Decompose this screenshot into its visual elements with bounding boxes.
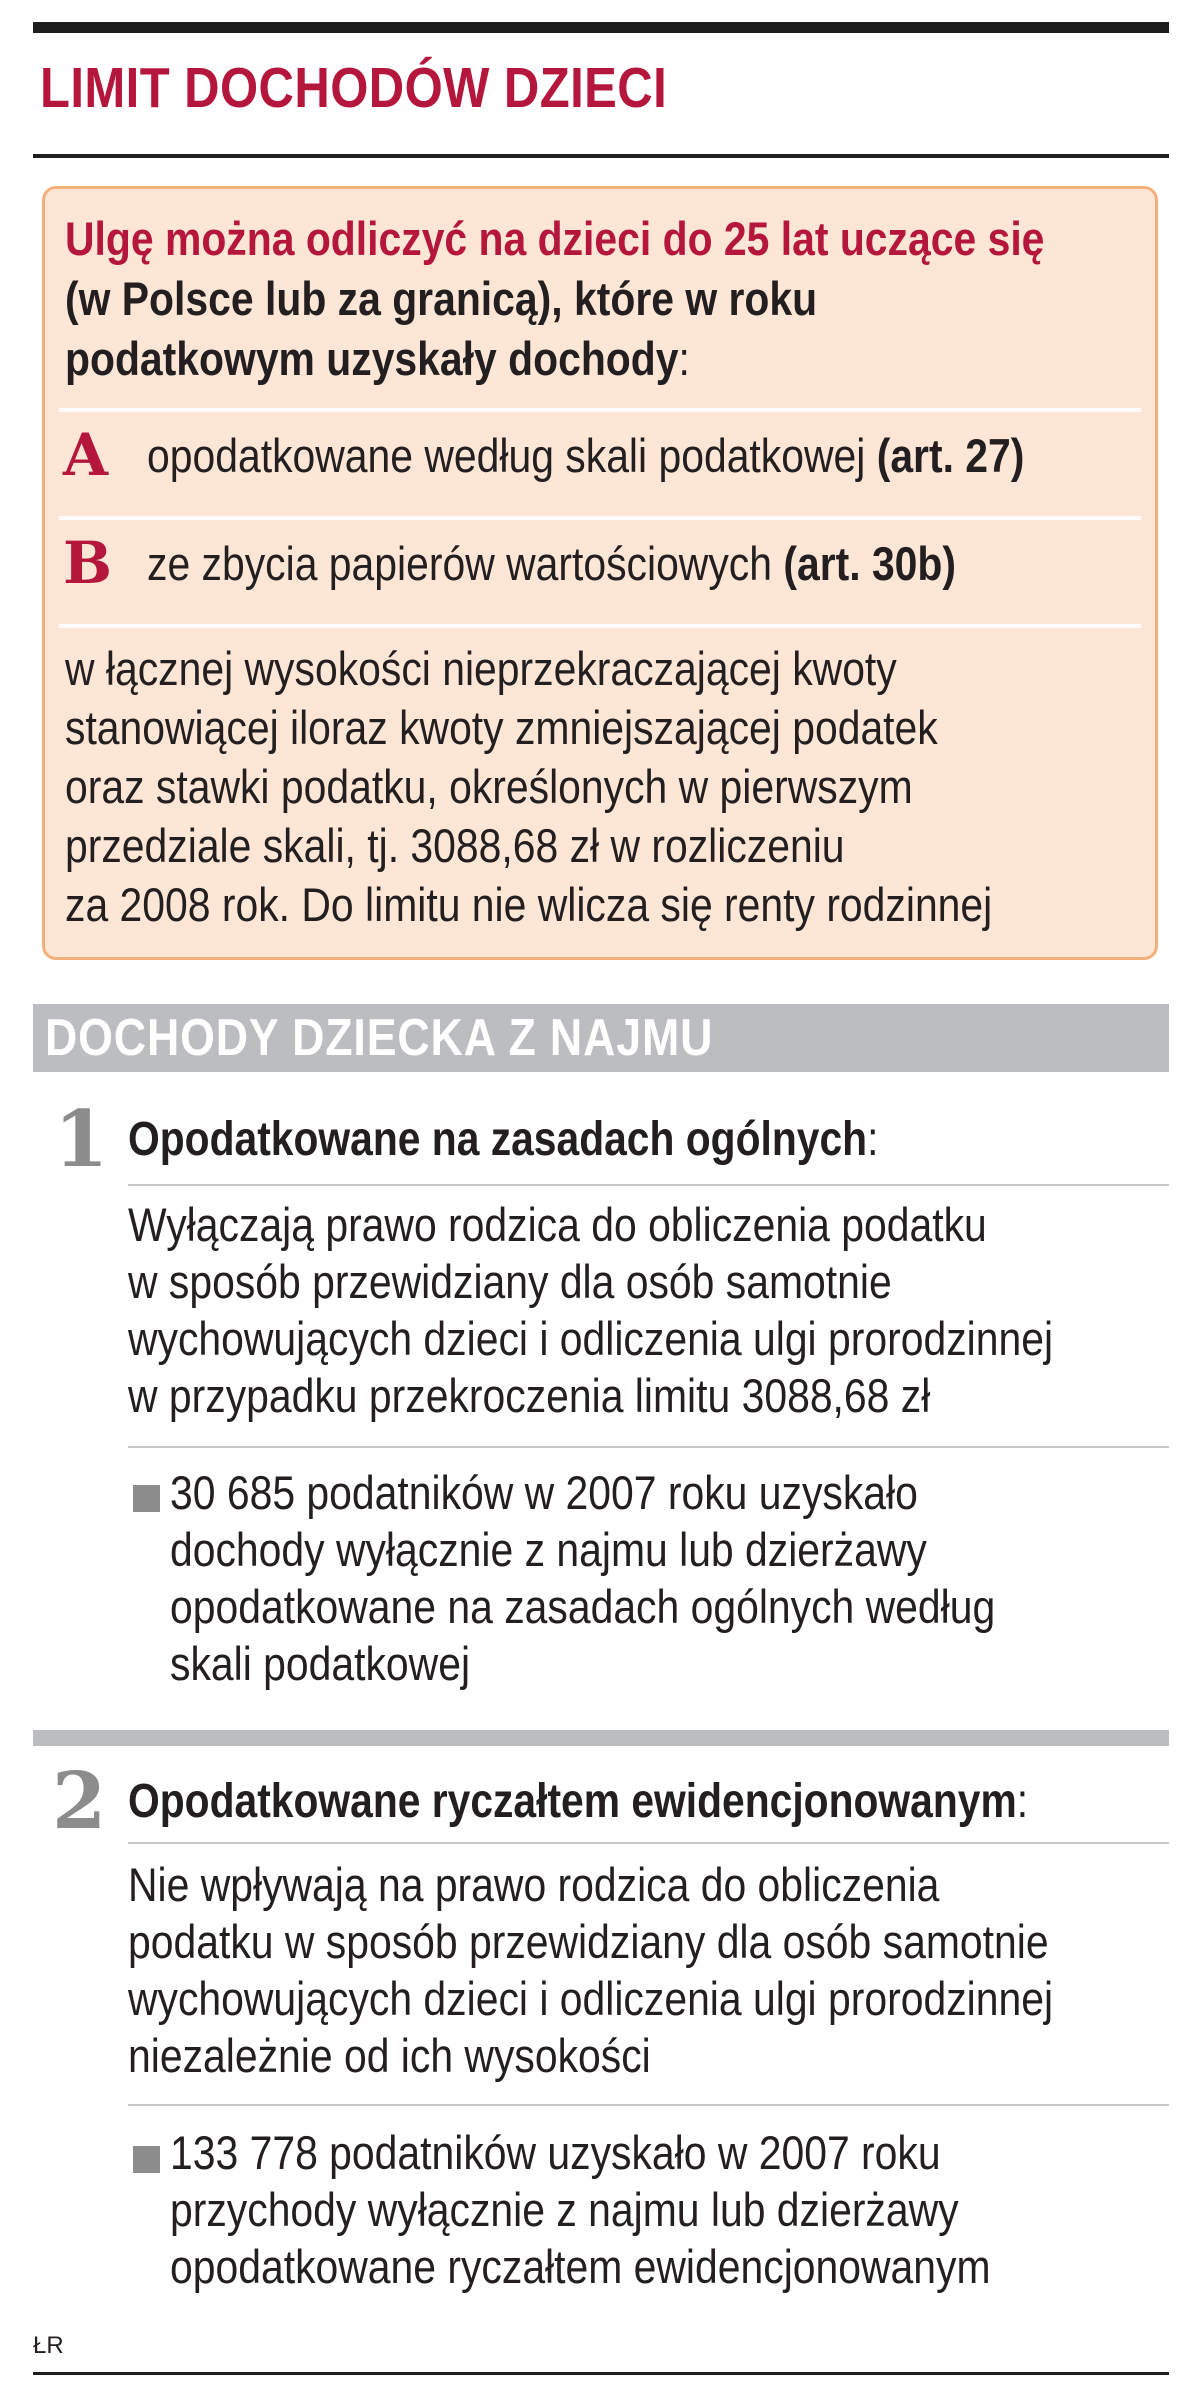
section-header — [33, 1004, 1169, 1072]
intro-line-3 — [65, 329, 690, 389]
case-2-heading — [128, 1772, 1028, 1832]
case-2-body-1: Nie wpływają na prawo rodzica do obliczenia — [128, 1858, 940, 1911]
divider-3 — [59, 624, 1141, 628]
case-1-stat-4: skali podatkowej — [170, 1637, 471, 1690]
case-2-stat-1: 133 778 podatników uzyskało w 2007 roku — [170, 2126, 941, 2179]
top-rule — [33, 22, 1169, 33]
intro-line-1 — [65, 209, 1044, 269]
case-1-heading — [128, 1110, 878, 1170]
case-1-stat-3: opodatkowane na zasadach ogólnych według — [170, 1580, 996, 1633]
case-1-heading-tail: : — [867, 1113, 879, 1166]
case-1-number: 1 — [54, 1094, 109, 1185]
bottom-rule — [33, 2372, 1169, 2375]
page-title: LIMIT DOCHODÓW DZIECI — [40, 56, 668, 120]
case-1-body-1: Wyłączają prawo rodzica do obliczenia podatku — [128, 1198, 987, 1251]
intro-highlight: Ulgę można odliczyć na dzieci do 25 lat uczące się — [65, 212, 1045, 265]
item-text-b — [147, 534, 956, 594]
case-1-stat-1: 30 685 podatników w 2007 roku uzyskało — [170, 1466, 918, 1519]
item-a-text: opodatkowane według skali podatkowej — [147, 429, 877, 482]
item-b-ref: (art. 30b) — [783, 537, 957, 590]
intro-line-2: (w Polsce lub za granicą), które w roku — [65, 272, 818, 325]
item-letter-a: A — [63, 421, 109, 489]
case-1-body-4: w przypadku przekroczenia limitu 3088,68 zł — [128, 1369, 931, 1422]
case-1-body-3: wychowujących dzieci i odliczenia ulgi prorodzinnej — [128, 1312, 1054, 1365]
case-2-stat-3: opodatkowane ryczałtem ewidencjonowanym — [170, 2240, 991, 2293]
item-text-a — [147, 426, 1024, 486]
case-1-stat-2: dochody wyłącznie z najmu lub dzierżawy — [170, 1523, 927, 1576]
limit-line-4: przedziale skali, tj. 3088,68 zł w rozliczeniu — [65, 819, 845, 872]
divider-1 — [59, 408, 1141, 412]
case-1-rule-1 — [128, 1184, 1169, 1186]
case-1-heading-text: Opodatkowane na zasadach ogólnych — [128, 1113, 868, 1166]
case-1-rule-2 — [128, 1446, 1169, 1448]
case-2-body-4: niezależnie od ich wysokości — [128, 2029, 651, 2082]
item-b-text: ze zbycia papierów wartościowych — [147, 537, 784, 590]
item-letter-b: B — [63, 529, 113, 597]
item-a-ref: (art. 27) — [876, 429, 1025, 482]
limit-line-3: oraz stawki podatku, określonych w pierwszym — [65, 760, 913, 813]
case-2-rule-1 — [128, 1842, 1169, 1844]
case-2-heading-text: Opodatkowane ryczałtem ewidencjonowanym — [128, 1775, 1017, 1828]
case-2-body-2: podatku w sposób przewidziany dla osób samotnie — [128, 1915, 1049, 1968]
case-2-rule-2 — [128, 2104, 1169, 2106]
intro-line-3-tail: : — [678, 332, 690, 385]
limit-info-box — [42, 186, 1158, 960]
divider-2 — [59, 516, 1141, 520]
limit-line-1: w łącznej wysokości nieprzekraczającej kwoty — [65, 642, 897, 695]
case-2-number: 2 — [52, 1756, 107, 1847]
case-1-body-2: w sposób przewidziany dla osób samotnie — [128, 1255, 892, 1308]
limit-line-5: za 2008 rok. Do limitu nie wlicza się renty rodzinnej — [65, 878, 993, 931]
case-2-bullet-icon — [133, 2146, 160, 2173]
case-2-heading-tail: : — [1016, 1775, 1029, 1828]
case-2-body-3: wychowujących dzieci i odliczenia ulgi prorodzinnej — [128, 1972, 1054, 2025]
case-1-bullet-icon — [133, 1485, 160, 1512]
title-rule — [33, 154, 1169, 158]
source-credit: ŁR — [33, 2332, 64, 2359]
case-2-stat-2: przychody wyłącznie z najmu lub dzierżawy — [170, 2183, 959, 2236]
intro-line-3-bold: podatkowym uzyskały dochody — [65, 332, 679, 385]
case-separator — [33, 1730, 1169, 1746]
section-title: DOCHODY DZIECKA Z NAJMU — [45, 1009, 714, 1067]
limit-line-2: stanowiącej iloraz kwoty zmniejszającej podatek — [65, 701, 938, 754]
